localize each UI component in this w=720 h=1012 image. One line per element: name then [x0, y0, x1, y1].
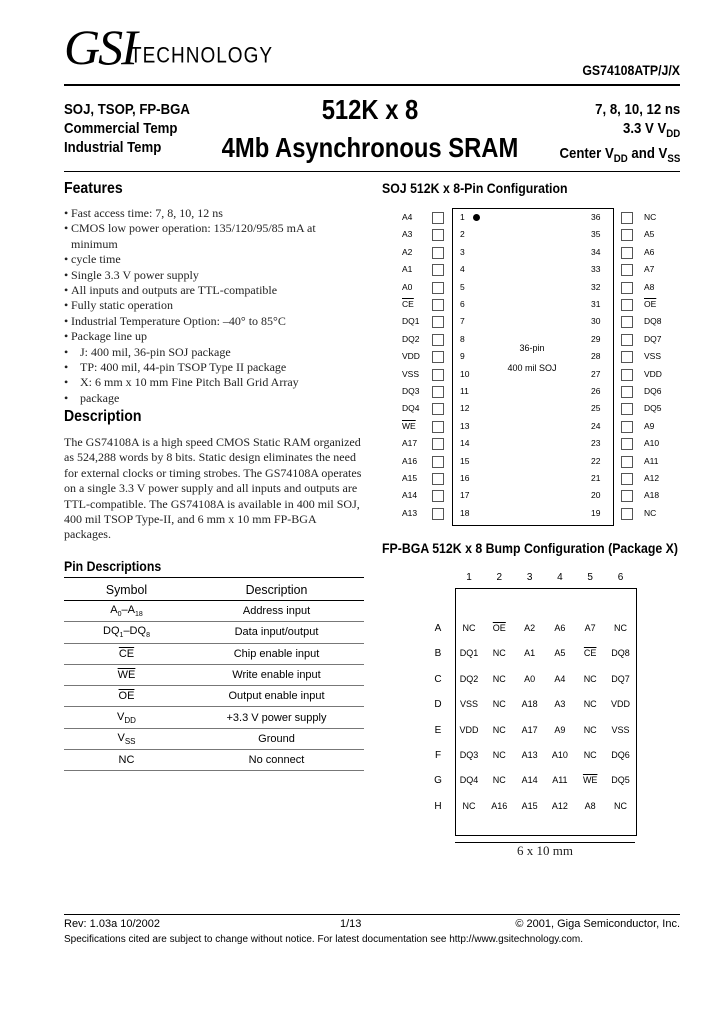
soj-pin-symbol: $\overline{WE}$: [402, 420, 416, 431]
pin-symbol: $DQ_1-DQ_8$: [64, 622, 189, 643]
bga-ball: DQ7: [611, 673, 630, 684]
soj-pin-symbol: A2: [402, 246, 413, 257]
soj-pin-pad: [432, 421, 444, 433]
soj-pin-number: 24: [591, 420, 601, 431]
soj-pin-number: 33: [591, 264, 601, 275]
bga-ball: A12: [551, 800, 568, 811]
bga-ball: NC: [583, 673, 597, 684]
pin-symbol: $\overline{OE}$: [64, 686, 189, 707]
pin-desc: Output enable input: [189, 686, 364, 707]
bga-ball: A2: [524, 623, 536, 633]
soj-pin-pad: [432, 299, 444, 311]
soj-pin-symbol: A18: [644, 490, 660, 501]
soj-pin-number: 22: [591, 455, 601, 466]
bga-ball: A0: [524, 673, 536, 684]
soj-pin-pad: [621, 403, 633, 415]
soj-pin-symbol: A4: [402, 212, 413, 222]
voltage: 3.3 V $V_{DD}$: [622, 120, 680, 140]
bga-ball: VDD: [459, 724, 479, 735]
center-power: Center $V_{DD}$ and $V_{SS}$: [559, 145, 680, 165]
bga-row-label: G: [434, 775, 442, 787]
soj-pin-number: 31: [591, 299, 601, 309]
soj-pin-pad: [432, 386, 444, 398]
bga-ball: A13: [521, 750, 538, 760]
soj-pin-pad: [432, 438, 444, 450]
pin-desc: Data input/output: [189, 622, 364, 643]
soj-pin-pad: [621, 316, 633, 328]
soj-pin-pad: [432, 403, 444, 415]
table-row: [64, 686, 364, 707]
pin-desc: Ground: [189, 728, 364, 749]
footer-page: 1/13: [340, 918, 362, 930]
feature-item: • Single 3.3 V power supply: [64, 268, 364, 283]
soj-pin-number: 21: [591, 473, 601, 483]
table-row: [64, 750, 364, 771]
bga-ball: A7: [584, 623, 596, 633]
header-bottom-rule: [64, 171, 680, 172]
bga-row-label: D: [434, 699, 442, 711]
feature-item: • Package line up: [64, 329, 364, 344]
soj-pin-pad: [621, 229, 633, 241]
soj-pin-symbol: A17: [402, 438, 418, 449]
bga-row-label: B: [434, 648, 442, 660]
bga-ball: A16: [491, 800, 508, 811]
soj-pin-number: 26: [591, 386, 601, 396]
title-organization: 512K x 8: [321, 94, 419, 125]
feature-sub-item: • X: 6 mm x 10 mm Fine Pitch Ball Grid Array: [64, 375, 364, 390]
soj-pin-number: 29: [591, 333, 601, 344]
soj-pin-pad: [621, 490, 633, 502]
pin-symbol: $\overline{WE}$: [64, 664, 189, 685]
soj-pin-pad: [432, 508, 444, 520]
table-row: [64, 643, 364, 664]
soj-pin-symbol: DQ3: [402, 386, 420, 396]
soj-pin-pad: [432, 212, 444, 224]
bga-ball: A11: [552, 775, 568, 786]
soj-pin-pad: [621, 334, 633, 346]
pin-description-table: [64, 578, 364, 771]
soj-pin-symbol: VSS: [402, 368, 420, 379]
soj-pin-number: 10: [460, 368, 470, 379]
soj-pin-number: 8: [460, 333, 465, 344]
pin-col-symbol: Symbol: [67, 578, 186, 601]
table-row: [64, 664, 364, 685]
soj-pin-symbol: NC: [644, 212, 657, 222]
packages: SOJ, TSOP, FP-BGA: [64, 101, 190, 118]
bga-col-label: 3: [526, 572, 533, 583]
bga-ball: NC: [492, 648, 506, 659]
soj-pin-number: 23: [591, 438, 601, 449]
bga-col-label: 6: [617, 572, 624, 583]
pin-symbol: $V_{SS}$: [64, 728, 189, 749]
soj-pin-number: 11: [460, 386, 469, 396]
bga-ball: NC: [462, 623, 476, 633]
table-row: [64, 622, 364, 643]
bga-ball: A3: [554, 699, 566, 710]
soj-pin-pad: [432, 369, 444, 381]
soj-title: SOJ 512K x 8-Pin Configuration: [382, 180, 568, 196]
soj-pin-symbol: A14: [402, 490, 418, 501]
bga-ball: A4: [554, 673, 566, 684]
soj-pin-symbol: A10: [644, 438, 660, 449]
table-row: [64, 707, 364, 728]
footer-rev: Rev: 1.03a 10/2002: [64, 918, 161, 930]
footer-copyright: © 2001, Giga Semiconductor, Inc.: [515, 918, 680, 930]
description-line: TTL-compatible. The GS74108A is available in 400 mil SOJ,: [64, 496, 360, 511]
bga-ball: VSS: [611, 724, 630, 735]
soj-pin-pad: [432, 351, 444, 363]
title-main: 4Mb Asynchronous SRAM: [221, 132, 519, 163]
features-title: Features: [64, 180, 123, 197]
soj-pin-pad: [432, 264, 444, 276]
footer-rule: [64, 914, 680, 915]
feature-sub-item: • J: 400 mil, 36-pin SOJ package: [64, 345, 364, 360]
soj-pin-number: 28: [591, 351, 601, 362]
feature-item: • CMOS low power operation: 135/120/95/85 mA at minimum: [64, 221, 364, 252]
header-right: [543, 100, 680, 169]
soj-pin-symbol: A3: [402, 229, 413, 240]
description-title: Description: [64, 408, 142, 425]
bga-row-label: C: [434, 673, 442, 685]
bga-ball: NC: [583, 699, 597, 710]
soj-pin-symbol: $\overline{CE}$: [402, 299, 414, 309]
soj-pin-symbol: DQ8: [644, 316, 662, 327]
pin-descriptions-title: Pin Descriptions: [64, 558, 162, 574]
soj-pin-pad: [432, 490, 444, 502]
soj-pin-number: 14: [460, 438, 470, 449]
bga-ball: $\overline{WE}$: [582, 775, 598, 786]
soj-pin-number: 7: [460, 316, 465, 327]
soj-pin-number: 30: [591, 316, 601, 327]
bga-ball: NC: [492, 724, 506, 735]
bga-ball: A14: [521, 775, 538, 786]
pin-desc: +3.3 V power supply: [189, 707, 364, 728]
bga-ball: A17: [521, 724, 538, 735]
pin-desc: Write enable input: [189, 664, 364, 685]
bga-ball: VSS: [459, 699, 478, 710]
feature-item-cont: • cycle time: [64, 252, 364, 267]
soj-pin-number: 25: [591, 403, 601, 414]
soj-pin-symbol: DQ2: [402, 333, 420, 344]
soj-pin-pad: [621, 456, 633, 468]
soj-pin-symbol: A12: [644, 473, 660, 483]
soj-pin-symbol: A5: [644, 229, 655, 240]
pin-symbol: NC: [64, 750, 189, 771]
header-rule: [64, 84, 680, 86]
soj-pin-number: 19: [591, 507, 601, 518]
pin-desc: No connect: [189, 750, 364, 771]
bga-ball: DQ3: [459, 750, 479, 760]
feature-item: • Fast access time: 7, 8, 10, 12 ns: [64, 206, 364, 221]
soj-pin-number: 1: [460, 212, 465, 222]
bga-ball: DQ1: [459, 648, 479, 659]
soj-pin-pad: [621, 247, 633, 259]
soj-pin-pad: [621, 282, 633, 294]
bga-col-label: 5: [587, 572, 593, 583]
soj-pin-number: 32: [591, 281, 601, 292]
soj-pin-symbol: A7: [644, 264, 655, 275]
temp-industrial: Industrial Temp: [64, 139, 162, 156]
bga-ball: NC: [583, 750, 597, 760]
soj-pin-number: 18: [460, 507, 470, 518]
soj-pin-pad: [621, 351, 633, 363]
soj-pin-symbol: A15: [402, 473, 418, 483]
soj-pin-number: 35: [591, 229, 601, 240]
soj-pin-number: 12: [460, 403, 470, 414]
soj-pin-pad: [432, 334, 444, 346]
bga-col-label: 2: [496, 572, 503, 583]
soj-pin-number: 4: [460, 264, 465, 275]
bga-col-label: 4: [557, 572, 563, 583]
temp-commercial: Commercial Temp: [64, 120, 178, 137]
feature-sub-item: • TP: 400 mil, 44-pin TSOP Type II package: [64, 360, 364, 375]
bga-col-label: 1: [466, 572, 472, 583]
soj-pin-number: 6: [460, 299, 465, 309]
logo-main: GSI: [64, 19, 136, 75]
part-number: GS74108ATP/J/X: [582, 62, 680, 78]
table-row: [64, 601, 364, 622]
soj-pin-pad: [621, 369, 633, 381]
pin-symbol: $V_{DD}$: [64, 707, 189, 728]
soj-pin-symbol: VDD: [402, 351, 420, 362]
soj-pin-pad: [621, 508, 633, 520]
bga-ball: A1: [524, 648, 536, 659]
soj-pin-symbol: VSS: [644, 351, 662, 362]
soj-pin-number: 13: [460, 420, 470, 431]
soj-pin-symbol: A16: [402, 455, 418, 466]
logo-sub: TECHNOLOGY: [130, 44, 274, 69]
soj-pin-pad: [621, 264, 633, 276]
table-row: [64, 728, 364, 749]
feature-item: • Industrial Temperature Option: –40° to 85°C: [64, 314, 364, 329]
bga-ball: A9: [554, 724, 566, 735]
bga-ball: VDD: [610, 699, 630, 710]
soj-pin-symbol: A9: [644, 420, 655, 431]
speeds: 7, 8, 10, 12 ns: [594, 101, 680, 118]
soj-pin-symbol: A8: [644, 281, 655, 292]
soj-pin-number: 15: [460, 455, 470, 466]
bga-ball: A8: [584, 800, 596, 811]
soj-pin1-dot: [473, 214, 480, 221]
soj-pin-symbol: DQ5: [644, 403, 662, 414]
soj-pin-pad: [621, 212, 633, 224]
bga-ball: A5: [554, 648, 566, 659]
soj-pin-symbol: VDD: [644, 368, 662, 379]
soj-pin-pad: [432, 282, 444, 294]
soj-pin-pad: [621, 386, 633, 398]
pin-symbol: $\overline{CE}$: [64, 643, 189, 664]
bga-title: FP-BGA 512K x 8 Bump Configuration (Package X): [382, 540, 678, 556]
soj-pin-pad: [621, 299, 633, 311]
feature-item: • Fully static operation: [64, 298, 364, 313]
soj-pin-number: 5: [460, 281, 465, 292]
features-list: [64, 206, 364, 406]
bga-ball: NC: [492, 775, 506, 786]
bga-row-label: H: [434, 800, 442, 812]
soj-pin-symbol: DQ6: [644, 386, 662, 396]
bga-ball: NC: [492, 699, 506, 710]
soj-pin-number: 17: [460, 490, 470, 501]
description-line: on a single 3.3 V power supply and all inputs and outputs are: [64, 481, 358, 496]
company-logo: [64, 18, 274, 75]
bga-ball: A6: [554, 623, 566, 633]
bga-row-label: E: [434, 724, 442, 736]
description-line: The GS74108A is a high speed CMOS Static RAM organized: [64, 435, 361, 449]
soj-pin-symbol: A11: [644, 455, 659, 466]
soj-pin-pad: [432, 229, 444, 241]
description-line: 400 mil TSOP Type-II, and 6 mm x 10 mm FP-BGA packages.: [64, 512, 316, 542]
soj-pin-number: 3: [460, 246, 465, 257]
pin-col-description: Description: [193, 578, 359, 601]
bga-ball: DQ8: [611, 648, 630, 659]
bga-ball: A15: [521, 800, 538, 811]
soj-pin-pad: [432, 247, 444, 259]
soj-pin-symbol: NC: [644, 507, 657, 518]
pin-desc: Address input: [189, 601, 364, 622]
soj-pin-symbol: DQ1: [402, 316, 420, 327]
soj-pin-symbol: DQ4: [402, 403, 420, 414]
pin-symbol: $A_0-A_{18}$: [64, 601, 189, 622]
bga-row-label: A: [434, 623, 442, 634]
description-line: as 524,288 words by 8 bits. Static design eliminates the need: [64, 450, 356, 465]
feature-sub-item: • package: [64, 391, 364, 406]
soj-pin-pad: [621, 421, 633, 433]
bga-ball: DQ6: [611, 750, 630, 760]
bga-ball: NC: [492, 750, 506, 760]
bga-ball: DQ5: [611, 775, 630, 786]
soj-pin-symbol: DQ7: [644, 333, 662, 344]
soj-pin-pad: [621, 438, 633, 450]
bga-ball: A10: [551, 750, 568, 760]
bga-ball: NC: [614, 800, 627, 811]
soj-pin-number: 34: [591, 246, 601, 257]
soj-pin-symbol: A6: [644, 246, 655, 257]
header-left: [64, 100, 207, 157]
soj-pin-number: 20: [591, 490, 601, 501]
soj-pin-symbol: A0: [402, 281, 413, 292]
footer-notice: Specifications cited are subject to change without notice. For latest documentation see http://www.gsitechnology.com.: [64, 934, 583, 945]
description-body: [64, 435, 364, 543]
bga-ball: NC: [462, 800, 476, 811]
bga-ball: DQ4: [459, 775, 479, 786]
description-line: for external clocks or timing strobes. The GS74108A operates: [64, 465, 362, 480]
bga-row-label: F: [434, 750, 442, 761]
soj-pin-pad: [432, 473, 444, 485]
soj-pin-pad: [432, 456, 444, 468]
soj-pin-symbol: A1: [402, 264, 413, 275]
soj-pin-number: 16: [460, 473, 470, 483]
bga-ball: A18: [521, 699, 538, 710]
soj-pin-pad: [432, 316, 444, 328]
soj-pin-number: 2: [460, 229, 465, 240]
soj-pin-number: 27: [591, 368, 601, 379]
bga-ball: DQ2: [459, 673, 479, 684]
bga-ball: NC: [492, 673, 506, 684]
soj-pin-symbol: A13: [402, 507, 418, 518]
soj-pin-symbol: $\overline{OE}$: [644, 299, 657, 309]
bga-dimension: 6 x 10 mm: [517, 843, 573, 858]
soj-chip-label: 36-pin 400 mil SOJ: [507, 343, 557, 373]
pin-desc: Chip enable input: [189, 643, 364, 664]
soj-pin-number: 36: [591, 212, 601, 222]
bga-ball: $\overline{CE}$: [583, 648, 597, 659]
bga-ball: $\overline{OE}$: [492, 623, 506, 633]
soj-pin-number: 9: [460, 351, 465, 362]
feature-item: • All inputs and outputs are TTL-compatible: [64, 283, 364, 298]
bga-ball: NC: [583, 724, 597, 735]
soj-pin-pad: [621, 473, 633, 485]
bga-ball: NC: [614, 623, 627, 633]
